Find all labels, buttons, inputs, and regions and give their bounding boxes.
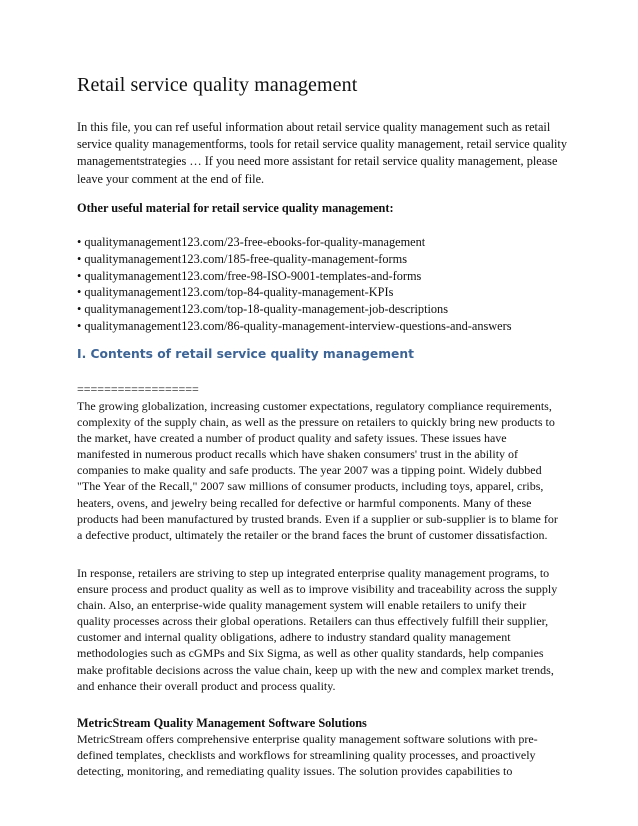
list-item[interactable] <box>77 268 512 285</box>
bullet-icon: • <box>77 251 82 266</box>
resource-link[interactable]: qualitymanagement123.com/86-quality-management-interview-questions-and-answers <box>84 318 512 333</box>
resource-link[interactable]: qualitymanagement123.com/185-free-quality-management-forms <box>84 251 407 266</box>
body-paragraph-3: MetricStream offers comprehensive enterprise quality management software solutions with pre-defined templates, checklists and workflows for streamlining quality processes, and proactively detecting, monitoring, and remediating quality issues. The solution provides capabilities to <box>77 732 538 779</box>
list-item[interactable] <box>77 251 512 268</box>
metricstream-heading: MetricStream Quality Management Software Solutions <box>77 716 367 730</box>
bullet-icon: • <box>77 302 82 317</box>
body-paragraph-2: In response, retailers are striving to step up integrated enterprise quality management programs, to ensure process and product quality as well as to improve visibility and traceability across the supply chain. Also, an enterprise-wide quality management system will enable retailers to unify their quality processes across their global operations. Retailers can thus effectively fulfill their supplier, customer and internal quality obligations, adhere to industry standard quality management methodologies such as cGMPs and Six Sigma, as well as other quality standards, help companies make profitable decisions across the value chain, keep up with the new and complex market trends, and enhance their overall product and process quality. <box>77 566 558 693</box>
resource-link[interactable]: qualitymanagement123.com/top-84-quality-management-KPIs <box>84 285 394 300</box>
bullet-icon: • <box>77 318 82 333</box>
other-material-heading: Other useful material for retail service quality management: <box>77 201 394 215</box>
resource-link[interactable]: qualitymanagement123.com/free-98-ISO-9001-templates-and-forms <box>84 268 422 283</box>
list-item[interactable] <box>77 234 512 251</box>
intro-paragraph: In this file, you can ref useful information about retail service quality management such as retail service quality managementforms, tools for retail service quality management, retail service quality managementstrategies … If you need more assistant for retail service quality management, please leave your comment at the end of file. <box>77 120 567 186</box>
bullet-icon: • <box>77 285 82 300</box>
resource-link[interactable]: qualitymanagement123.com/top-18-quality-management-job-descriptions <box>84 302 448 317</box>
list-item[interactable] <box>77 284 512 301</box>
resource-link[interactable]: qualitymanagement123.com/23-free-ebooks-for-quality-management <box>84 235 426 249</box>
bullet-icon: • <box>77 235 82 249</box>
body-paragraph-1: The growing globalization, increasing customer expectations, regulatory compliance requirements, complexity of the supply chain, as well as the pressure on retailers to quickly bring new products to the market, have created a number of product quality and safety issues. These issues have manifested in numerous product recalls which have shaken consumers' trust in the ability of companies to make quality and safe products. The year 2007 was a tipping point. Widely dubbed "The Year of the Recall," 2007 saw millions of consumer products, including toys, apparel, cribs, heaters, ovens, and jewelry being recalled for defective or harmful components. Many of these products had been manufactured by trusted brands. Even if a supplier or sub-supplier is to blame for a defective product, ultimately the retailer or the brand faces the brunt of customer dissatisfaction. <box>77 399 558 542</box>
list-item[interactable] <box>77 318 512 335</box>
separator-rule: ================== <box>77 382 199 396</box>
resource-link-list <box>77 234 512 335</box>
section-heading: I. Contents of retail service quality management <box>77 347 414 361</box>
bullet-icon: • <box>77 268 82 283</box>
list-item[interactable] <box>77 301 512 318</box>
document-title: Retail service quality management <box>77 74 358 96</box>
